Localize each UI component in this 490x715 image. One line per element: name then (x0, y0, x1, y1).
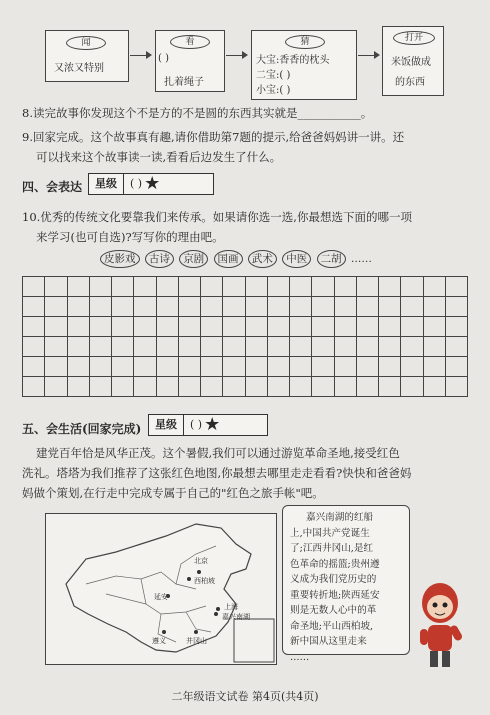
grid-cell[interactable] (178, 357, 200, 377)
flow-arrow-3 (358, 55, 378, 56)
grid-cell[interactable] (423, 377, 445, 397)
map-label-beijing: 北京 (194, 557, 208, 565)
mascot-illustration (410, 575, 470, 675)
grid-cell[interactable] (23, 277, 45, 297)
grid-cell[interactable] (334, 357, 356, 377)
grid-cell[interactable] (267, 337, 289, 357)
section-4-rating-label: 星级 (89, 174, 124, 194)
grid-cell[interactable] (379, 317, 401, 337)
flow-arrow-1 (130, 55, 150, 56)
grid-cell[interactable] (245, 357, 267, 377)
grid-cell[interactable] (112, 317, 134, 337)
grid-row (23, 357, 468, 377)
grid-cell[interactable] (112, 337, 134, 357)
grid-cell[interactable] (356, 277, 378, 297)
note-line: 重要转折地;陕西延安 (290, 589, 380, 601)
grid-cell[interactable] (334, 317, 356, 337)
red-map (45, 513, 277, 665)
grid-cell[interactable] (245, 377, 267, 397)
grid-cell[interactable] (356, 297, 378, 317)
grid-cell[interactable] (334, 297, 356, 317)
grid-cell[interactable] (423, 277, 445, 297)
grid-cell[interactable] (312, 377, 334, 397)
grid-row (23, 317, 468, 337)
grid-cell[interactable] (201, 277, 223, 297)
grid-cell[interactable] (178, 297, 200, 317)
grid-cell[interactable] (67, 317, 89, 337)
grid-cell[interactable] (134, 297, 156, 317)
question-10-line2: 来学习(也可自选)?写写你的理由吧。 (36, 230, 224, 244)
paragraph-line3: 妈做个策划,在行走中完成专属于自己的"红色之旅手帐"吧。 (22, 486, 324, 500)
grid-cell[interactable] (423, 317, 445, 337)
section-4-title: 四、会表达 (22, 180, 83, 194)
grid-cell[interactable] (223, 277, 245, 297)
grid-cell[interactable] (112, 277, 134, 297)
map-label-xibaipo: 西柏坡 (194, 577, 215, 585)
grid-cell[interactable] (23, 377, 45, 397)
grid-cell[interactable] (201, 297, 223, 317)
culture-options (100, 250, 372, 268)
grid-cell[interactable] (379, 337, 401, 357)
grid-cell[interactable] (89, 357, 111, 377)
grid-cell[interactable] (245, 337, 267, 357)
grid-cell[interactable] (245, 277, 267, 297)
grid-cell[interactable] (156, 317, 178, 337)
grid-cell[interactable] (267, 377, 289, 397)
star-icon: ★ (204, 414, 221, 435)
flow-box-open-title: 打开 (393, 31, 435, 45)
grid-cell[interactable] (445, 357, 467, 377)
section-5-rating-label: 星级 (149, 415, 184, 435)
grid-cell[interactable] (45, 357, 67, 377)
grid-cell[interactable] (89, 317, 111, 337)
grid-cell[interactable] (178, 317, 200, 337)
grid-cell[interactable] (134, 277, 156, 297)
flow-arrow-2 (226, 55, 246, 56)
grid-cell[interactable] (290, 297, 312, 317)
grid-cell[interactable] (112, 377, 134, 397)
option-chinese-painting: 国画 (214, 250, 243, 268)
grid-cell[interactable] (379, 357, 401, 377)
grid-cell[interactable] (156, 277, 178, 297)
note-line: …… (290, 651, 310, 663)
grid-cell[interactable] (45, 377, 67, 397)
grid-cell[interactable] (401, 297, 423, 317)
flow-box-look (155, 30, 225, 92)
grid-cell[interactable] (223, 377, 245, 397)
grid-row (23, 377, 468, 397)
grid-cell[interactable] (89, 277, 111, 297)
grid-cell[interactable] (223, 317, 245, 337)
grid-cell[interactable] (445, 317, 467, 337)
grid-cell[interactable] (112, 357, 134, 377)
note-line: 上,中国共产党诞生 (290, 527, 370, 539)
grid-cell[interactable] (134, 357, 156, 377)
grid-cell[interactable] (334, 377, 356, 397)
grid-cell[interactable] (312, 277, 334, 297)
note-line: 命圣地;平山西柏坡, (290, 620, 374, 632)
section-5-rating-box (148, 414, 268, 436)
note-line: 新中国从这里走来 (290, 636, 367, 647)
grid-cell[interactable] (379, 297, 401, 317)
grid-cell[interactable] (45, 317, 67, 337)
flow-box-open-line2: 的东西 (395, 77, 425, 88)
star-icon: ★ (144, 173, 161, 194)
option-martial-arts: 武术 (248, 250, 277, 268)
map-label-zunyi: 遵义 (152, 637, 166, 645)
grid-cell[interactable] (445, 277, 467, 297)
speech-note-text (290, 510, 402, 665)
grid-cell[interactable] (23, 317, 45, 337)
grid-cell[interactable] (267, 297, 289, 317)
grid-cell[interactable] (223, 357, 245, 377)
note-line: 了;江西井冈山,是红 (290, 543, 374, 554)
grid-cell[interactable] (356, 377, 378, 397)
grid-cell[interactable] (134, 377, 156, 397)
grid-cell[interactable] (201, 377, 223, 397)
grid-cell[interactable] (23, 337, 45, 357)
grid-cell[interactable] (290, 357, 312, 377)
grid-cell[interactable] (67, 337, 89, 357)
flow-box-guess (251, 30, 357, 100)
grid-cell[interactable] (45, 277, 67, 297)
map-label-jinggangshan: 井冈山 (186, 637, 207, 645)
grid-cell[interactable] (312, 297, 334, 317)
grid-cell[interactable] (23, 297, 45, 317)
flow-box-smell-title: 闻 (66, 36, 106, 50)
grid-cell[interactable] (334, 277, 356, 297)
question-10-line1: 10.优秀的传统文化要靠我们来传承。如果请你选一选,你最想选下面的哪一项 (22, 210, 412, 224)
grid-cell[interactable] (445, 377, 467, 397)
grid-cell[interactable] (245, 297, 267, 317)
grid-row (23, 337, 468, 357)
section-4-rating-box (88, 173, 214, 195)
flow-box-guess-line3: 小宝:( ) (256, 85, 291, 96)
grid-cell[interactable] (356, 317, 378, 337)
grid-cell[interactable] (267, 277, 289, 297)
question-9-line1: 9.回家完成。这个故事真有趣,请你借助第7题的提示,给爸爸妈妈讲一讲。还 (22, 130, 405, 144)
note-line: 义成为我们党历史的 (290, 574, 377, 585)
grid-cell[interactable] (356, 357, 378, 377)
option-peking-opera: 京剧 (179, 250, 208, 268)
note-line: 嘉兴南湖的红船 (306, 512, 374, 523)
grid-cell[interactable] (67, 357, 89, 377)
flow-box-look-title: 看 (170, 35, 210, 49)
grid-cell[interactable] (178, 277, 200, 297)
note-line: 则是无数人心中的革 (290, 605, 377, 616)
option-shadow-play: 皮影戏 (100, 250, 140, 268)
grid-cell[interactable] (156, 297, 178, 317)
grid-cell[interactable] (45, 337, 67, 357)
grid-cell[interactable] (401, 317, 423, 337)
paragraph-line1: 建党百年恰是风华正茂。这个暑假,我们可以通过游览革命圣地,接受红色 (36, 446, 400, 460)
grid-cell[interactable] (290, 337, 312, 357)
grid-cell[interactable] (334, 337, 356, 357)
writing-grid[interactable] (22, 276, 468, 397)
grid-cell[interactable] (67, 297, 89, 317)
paragraph-line2: 洗礼。塔塔为我们推荐了这张红色地图,你最想去哪里走走看看?快快和爸爸妈 (22, 466, 412, 480)
grid-cell[interactable] (401, 377, 423, 397)
grid-cell[interactable] (156, 377, 178, 397)
section-5-rating-blank: ( ) (190, 418, 203, 431)
grid-cell[interactable] (423, 357, 445, 377)
option-ancient-poetry: 古诗 (145, 250, 174, 268)
map-label-yanan: 延安 (154, 593, 168, 601)
note-line: 色革命的摇篮;贵州遵 (290, 558, 380, 570)
grid-row (23, 277, 468, 297)
map-label-shanghai: 上海 (224, 603, 238, 611)
grid-cell[interactable] (67, 277, 89, 297)
page-footer: 二年级语文试卷 第4页(共4页) (171, 690, 319, 703)
grid-cell[interactable] (379, 377, 401, 397)
grid-cell[interactable] (312, 337, 334, 357)
grid-cell[interactable] (445, 297, 467, 317)
grid-cell[interactable] (290, 317, 312, 337)
grid-cell[interactable] (223, 297, 245, 317)
options-ellipsis: …… (350, 253, 372, 265)
flow-box-smell (45, 30, 129, 82)
grid-cell[interactable] (223, 337, 245, 357)
flow-box-open-line1: 米饭做成 (391, 57, 431, 68)
grid-cell[interactable] (423, 337, 445, 357)
grid-cell[interactable] (134, 337, 156, 357)
flow-box-guess-line1: 大宝:香香的枕头 (256, 55, 330, 66)
grid-cell[interactable] (89, 377, 111, 397)
grid-cell[interactable] (445, 337, 467, 357)
grid-cell[interactable] (401, 277, 423, 297)
grid-cell[interactable] (67, 377, 89, 397)
grid-cell[interactable] (156, 357, 178, 377)
grid-cell[interactable] (356, 337, 378, 357)
grid-cell[interactable] (134, 317, 156, 337)
question-8: 8.读完故事你发现这个不是方的不是圆的东西其实就是___________。 (22, 106, 373, 120)
grid-cell[interactable] (401, 337, 423, 357)
grid-cell[interactable] (267, 317, 289, 337)
grid-cell[interactable] (201, 317, 223, 337)
map-label-jiaxing: 嘉兴南湖 (222, 613, 250, 621)
speech-note-box (282, 505, 410, 663)
flow-box-look-blank: ( ) (158, 53, 169, 64)
grid-cell[interactable] (201, 337, 223, 357)
grid-row (23, 297, 468, 317)
question-9-line2: 可以找来这个故事读一读,看看后边发生了什么。 (36, 150, 282, 164)
grid-cell[interactable] (267, 357, 289, 377)
flow-box-guess-title: 猜 (285, 35, 325, 49)
grid-cell[interactable] (401, 357, 423, 377)
flow-box-look-text: 扎着绳子 (164, 77, 204, 88)
grid-cell[interactable] (89, 337, 111, 357)
section-4-rating-blank: ( ) (130, 177, 143, 190)
grid-cell[interactable] (423, 297, 445, 317)
flow-box-open (382, 26, 444, 96)
grid-cell[interactable] (312, 317, 334, 337)
grid-cell[interactable] (89, 297, 111, 317)
grid-cell[interactable] (312, 357, 334, 377)
grid-cell[interactable] (45, 297, 67, 317)
flow-box-smell-text: 又浓又特别 (54, 63, 104, 74)
grid-cell[interactable] (290, 377, 312, 397)
grid-cell[interactable] (379, 277, 401, 297)
grid-cell[interactable] (290, 277, 312, 297)
grid-cell[interactable] (178, 337, 200, 357)
option-erhu: 二胡 (317, 250, 346, 268)
grid-cell[interactable] (178, 377, 200, 397)
grid-cell[interactable] (245, 317, 267, 337)
section-5-title: 五、会生活(回家完成) (22, 422, 142, 436)
grid-cell[interactable] (201, 357, 223, 377)
option-chinese-medicine: 中医 (282, 250, 311, 268)
grid-cell[interactable] (23, 357, 45, 377)
flow-box-guess-line2: 二宝:( ) (256, 70, 291, 81)
grid-cell[interactable] (112, 297, 134, 317)
grid-cell[interactable] (156, 337, 178, 357)
